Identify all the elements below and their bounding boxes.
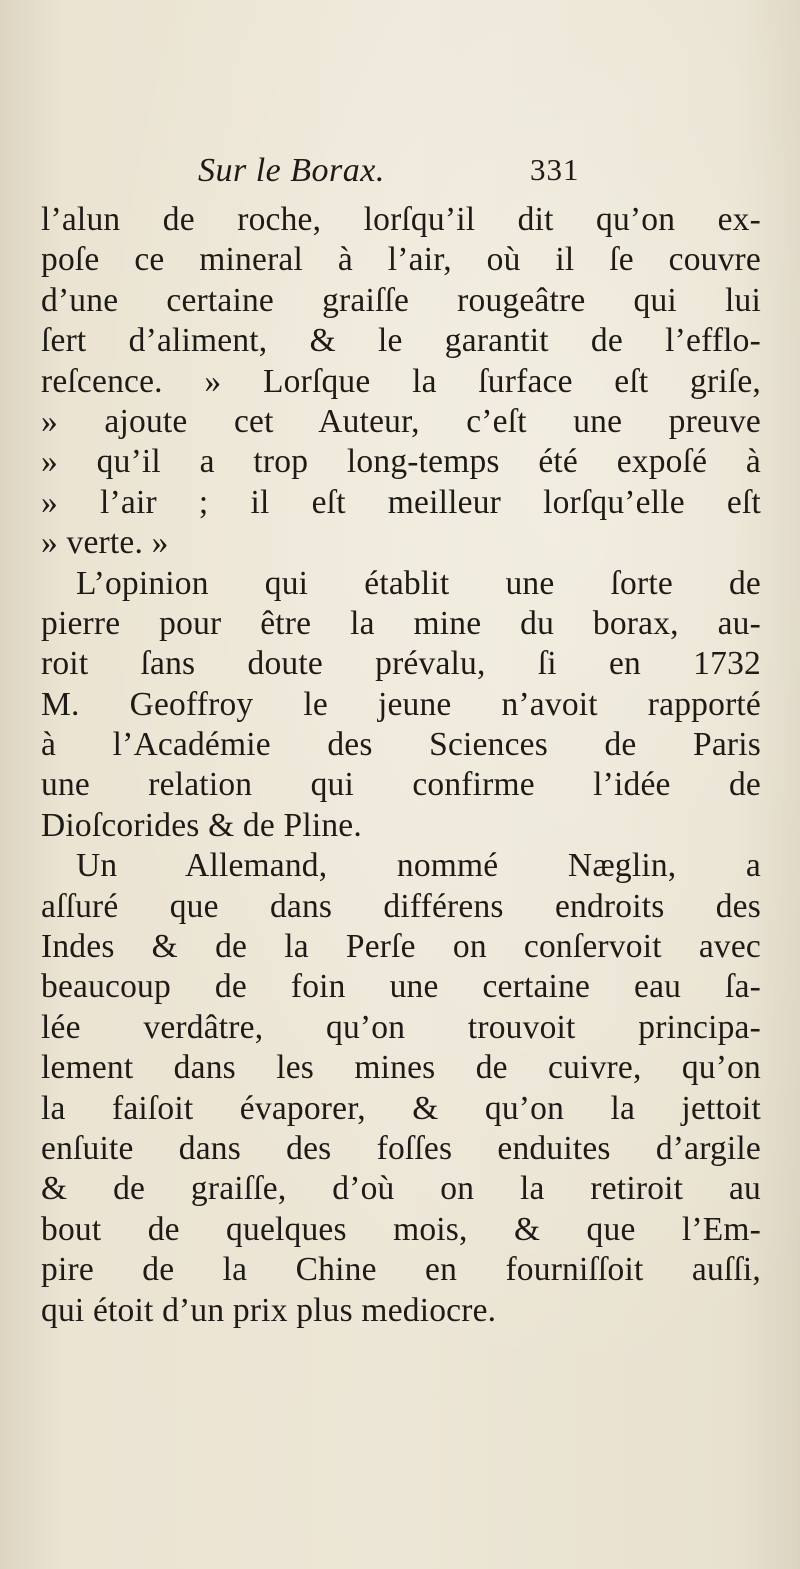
text-line: l’alun de roche, lorſqu’il dit qu’on ex- xyxy=(41,201,761,238)
text-line: reſcence. » Lorſque la ſurface eſt griſe, xyxy=(41,362,761,400)
text-line: qui étoit d’un prix plus mediocre. xyxy=(41,1291,497,1329)
text-line: pire de la Chine en fourniſſoit auſſi, xyxy=(41,1251,761,1289)
page-number: 331 xyxy=(530,152,580,187)
text-line: poſe ce mineral à l’air, où il ſe couvre xyxy=(41,241,761,279)
text-line: la faiſoit évaporer, & qu’on la jettoit xyxy=(41,1089,761,1127)
text-line: lement dans les mines de cuivre, qu’on xyxy=(41,1049,761,1087)
page-header xyxy=(0,152,800,202)
text-line: Indes & de la Perſe on conſervoit avec xyxy=(41,928,761,966)
text-line: M. Geoffroy le jeune n’avoit rapporté xyxy=(41,685,761,723)
text-line: bout de quelques mois, & que l’Em- xyxy=(41,1210,761,1248)
text-line: » ajoute cet Auteur, c’eſt une preuve xyxy=(41,402,761,440)
body-text xyxy=(41,200,761,1331)
text-line: beaucoup de foin une certaine eau ſa- xyxy=(41,968,761,1006)
text-line: roit ſans doute prévalu, ſi en 1732 xyxy=(41,645,761,683)
text-line: & de graiſſe, d’où on la retiroit au xyxy=(41,1170,761,1208)
text-line: enſuite dans des foſſes enduites d’argile xyxy=(41,1129,761,1167)
text-line: pierre pour être la mine du borax, au- xyxy=(41,604,761,642)
text-line: à l’Académie des Sciences de Paris xyxy=(41,726,761,764)
text-line: lée verdâtre, qu’on trouvoit principa- xyxy=(41,1008,761,1046)
text-line: » qu’il a trop long-temps été expoſé à xyxy=(41,443,761,481)
text-line: aſſuré que dans différens endroits des xyxy=(41,887,761,925)
running-title: Sur le Borax. xyxy=(198,152,385,189)
text-line: » verte. » xyxy=(41,524,169,562)
text-line: ſert d’aliment, & le garantit de l’efflo- xyxy=(41,322,761,360)
text-line: L’opinion qui établit une ſorte de xyxy=(76,564,761,602)
text-line: d’une certaine graiſſe rougeâtre qui lui xyxy=(41,281,761,319)
text-line: Un Allemand, nommé Næglin, a xyxy=(76,847,761,885)
text-line: » l’air ; il eſt meilleur lorſqu’elle eſt xyxy=(41,483,761,521)
text-line: une relation qui confirme l’idée de xyxy=(41,766,761,804)
text-line: Dioſcorides & de Pline. xyxy=(41,806,362,844)
